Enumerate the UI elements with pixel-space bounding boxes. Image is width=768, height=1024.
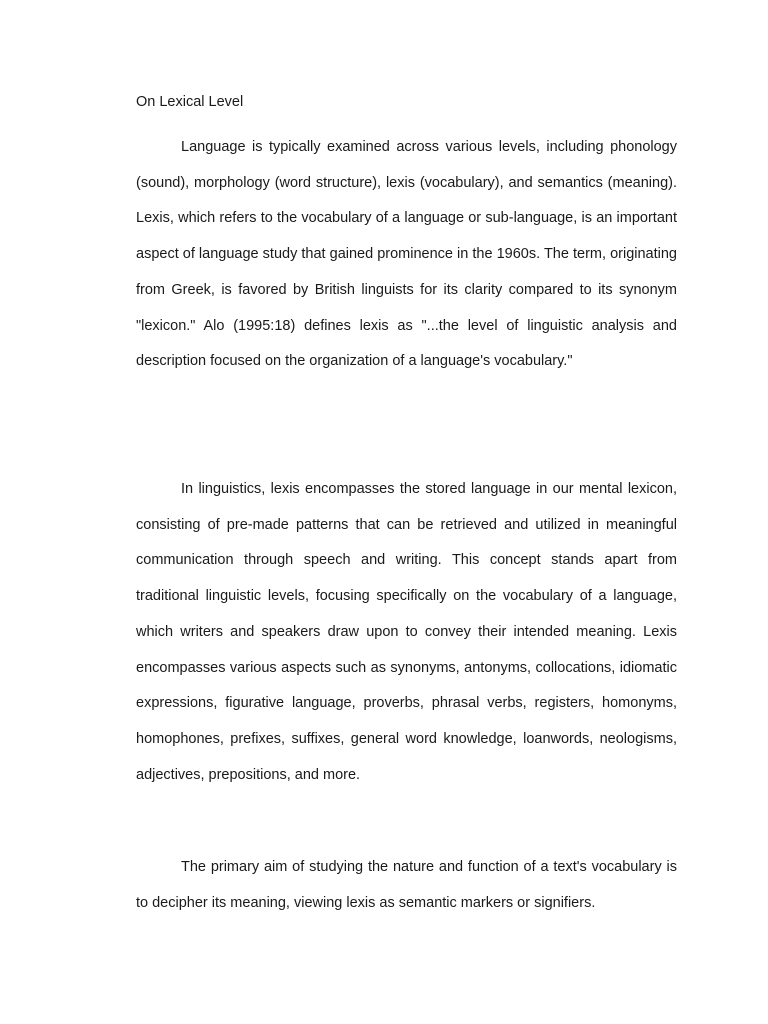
paragraph-2: In linguistics, lexis encompasses the stored language in our mental lexicon, consisting of pre-made patterns that can be retrieved and utilized in meaningful communication through speech and writing. This concept stands apart from traditional linguistic levels, focusing specifically on the vocabulary of a language, which writers and speakers draw upon to convey their intended meaning. Lexis encompasses various aspects such as synonyms, antonyms, collocations, idiomatic expressions, figurative language, proverbs, phrasal verbs, registers, homonyms, homophones, prefixes, suffixes, general word knowledge, loanwords, neologisms, adjectives, prepositions, and more. [136, 481, 677, 783]
paragraph-3: The primary aim of studying the nature and function of a text's vocabulary is to decipher its meaning, viewing lexis as semantic markers or signifiers. [136, 859, 677, 911]
document-title: On Lexical Level [136, 94, 244, 110]
paragraph-1: Language is typically examined across various levels, including phonology (sound), morphology (word structure), lexis (vocabulary), and semantics (meaning). Lexis, which refers to the vocabulary of a language or sub-language, is an important aspect of language study that gained prominence in the 1960s. The term, originating from Greek, is favored by British linguists for its clarity compared to its synonym "lexicon." Alo (1995:18) defines lexis as "...the level of linguistic analysis and description focused on the organization of a language's vocabulary." [136, 139, 677, 370]
